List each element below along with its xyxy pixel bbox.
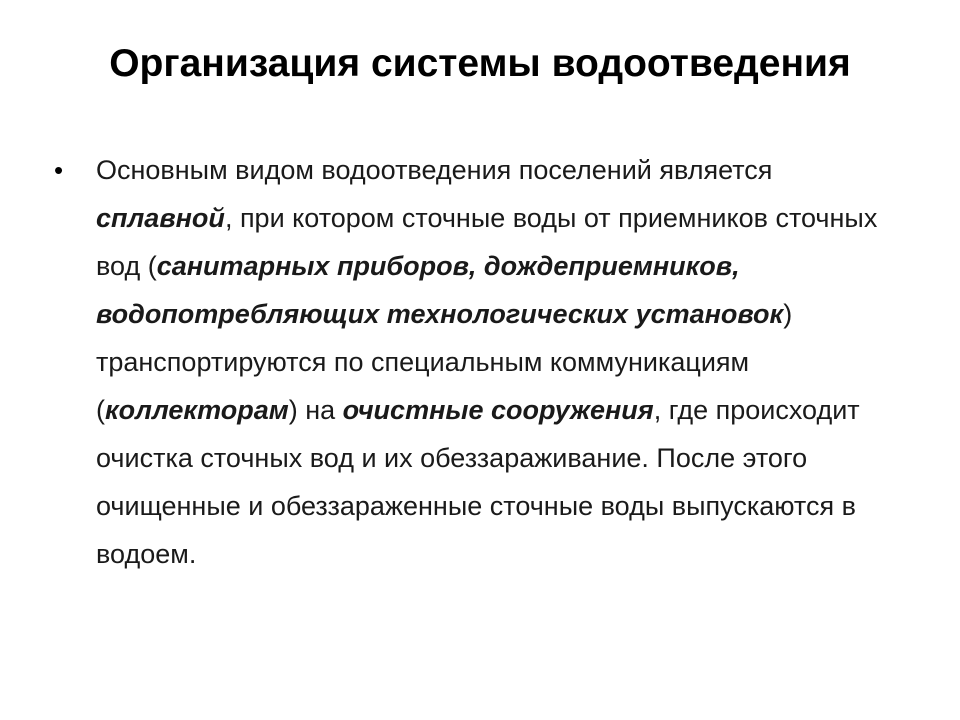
emphasis-term: коллекторам <box>105 395 289 425</box>
text-segment: ) транспортируются по специальным коммуникациям ( <box>96 299 793 425</box>
text-segment: ) на <box>288 395 343 425</box>
bullet-list <box>54 146 884 578</box>
text-segment: , где происходит очистка сточных вод и их обеззараживание. После этого очищенные и обеззараженные сточные воды выпускаются в водоем. <box>96 395 860 569</box>
bullet-text <box>96 146 884 578</box>
emphasis-term: санитарных приборов, дождеприемников, водопотребляющих технологических установок <box>96 251 784 329</box>
bullet-icon: • <box>54 155 64 185</box>
emphasis-term: сплавной <box>96 203 225 233</box>
text-segment: , при котором сточные воды от приемников сточных вод ( <box>96 203 878 281</box>
slide-title: Организация системы водоотведения <box>109 42 851 85</box>
emphasis-term: очистные сооружения <box>342 395 654 425</box>
text-segment: Основным видом водоотведения поселений является <box>96 155 773 185</box>
bullet-item <box>54 146 884 578</box>
